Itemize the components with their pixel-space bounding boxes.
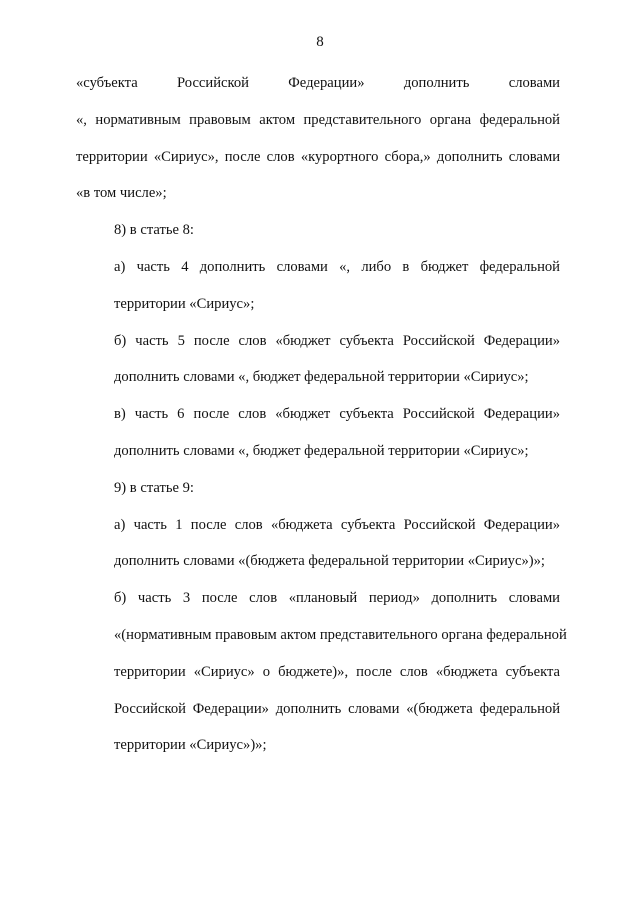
text-line: 8) в статье 8: (114, 222, 194, 239)
page-number: 8 (316, 34, 324, 50)
text-line: территории «Сириус»)»; (114, 737, 267, 754)
text-line: дополнить словами «, бюджет федеральной территории «Сириус»; (114, 442, 529, 459)
text-line: «, нормативным правовым актом представительного органа федеральной (76, 111, 560, 128)
text-line: территории «Сириус»; (114, 295, 255, 312)
text-line: в) часть 6 после слов «бюджет субъекта Российской Федерации» (114, 406, 560, 423)
text-line: 9) в статье 9: (114, 479, 194, 496)
paragraph (76, 323, 560, 397)
text-line: дополнить словами «(бюджета федеральной территории «Сириус»)»; (114, 553, 545, 570)
text-line: б) часть 5 после слов «бюджет субъекта Российской Федерации» (114, 332, 560, 349)
paragraph (76, 396, 560, 470)
text-line: а) часть 4 дополнить словами «, либо в бюджет федеральной (114, 258, 560, 275)
document-body (76, 65, 567, 764)
text-line: территории «Сириус», после слов «курортного сбора,» дополнить словами (76, 148, 560, 165)
paragraph (76, 580, 567, 764)
paragraph (76, 249, 560, 323)
paragraph (76, 507, 560, 581)
paragraph (76, 470, 560, 507)
text-line: «субъекта Российской Федерации» дополнить словами (76, 75, 560, 91)
text-line: б) часть 3 после слов «плановый период» дополнить словами (114, 590, 560, 607)
text-line: территории «Сириус» о бюджете)», после слов «бюджета субъекта (114, 663, 560, 680)
text-line: «в том числе»; (76, 185, 167, 202)
paragraph (76, 65, 560, 212)
text-line: Российской Федерации» дополнить словами «(бюджета федеральной (114, 700, 560, 717)
paragraph (76, 212, 560, 249)
text-line: «(нормативным правовым актом представительного органа федеральной (114, 626, 567, 643)
text-line: дополнить словами «, бюджет федеральной территории «Сириус»; (114, 369, 529, 386)
text-line: а) часть 1 после слов «бюджета субъекта Российской Федерации» (114, 516, 560, 533)
